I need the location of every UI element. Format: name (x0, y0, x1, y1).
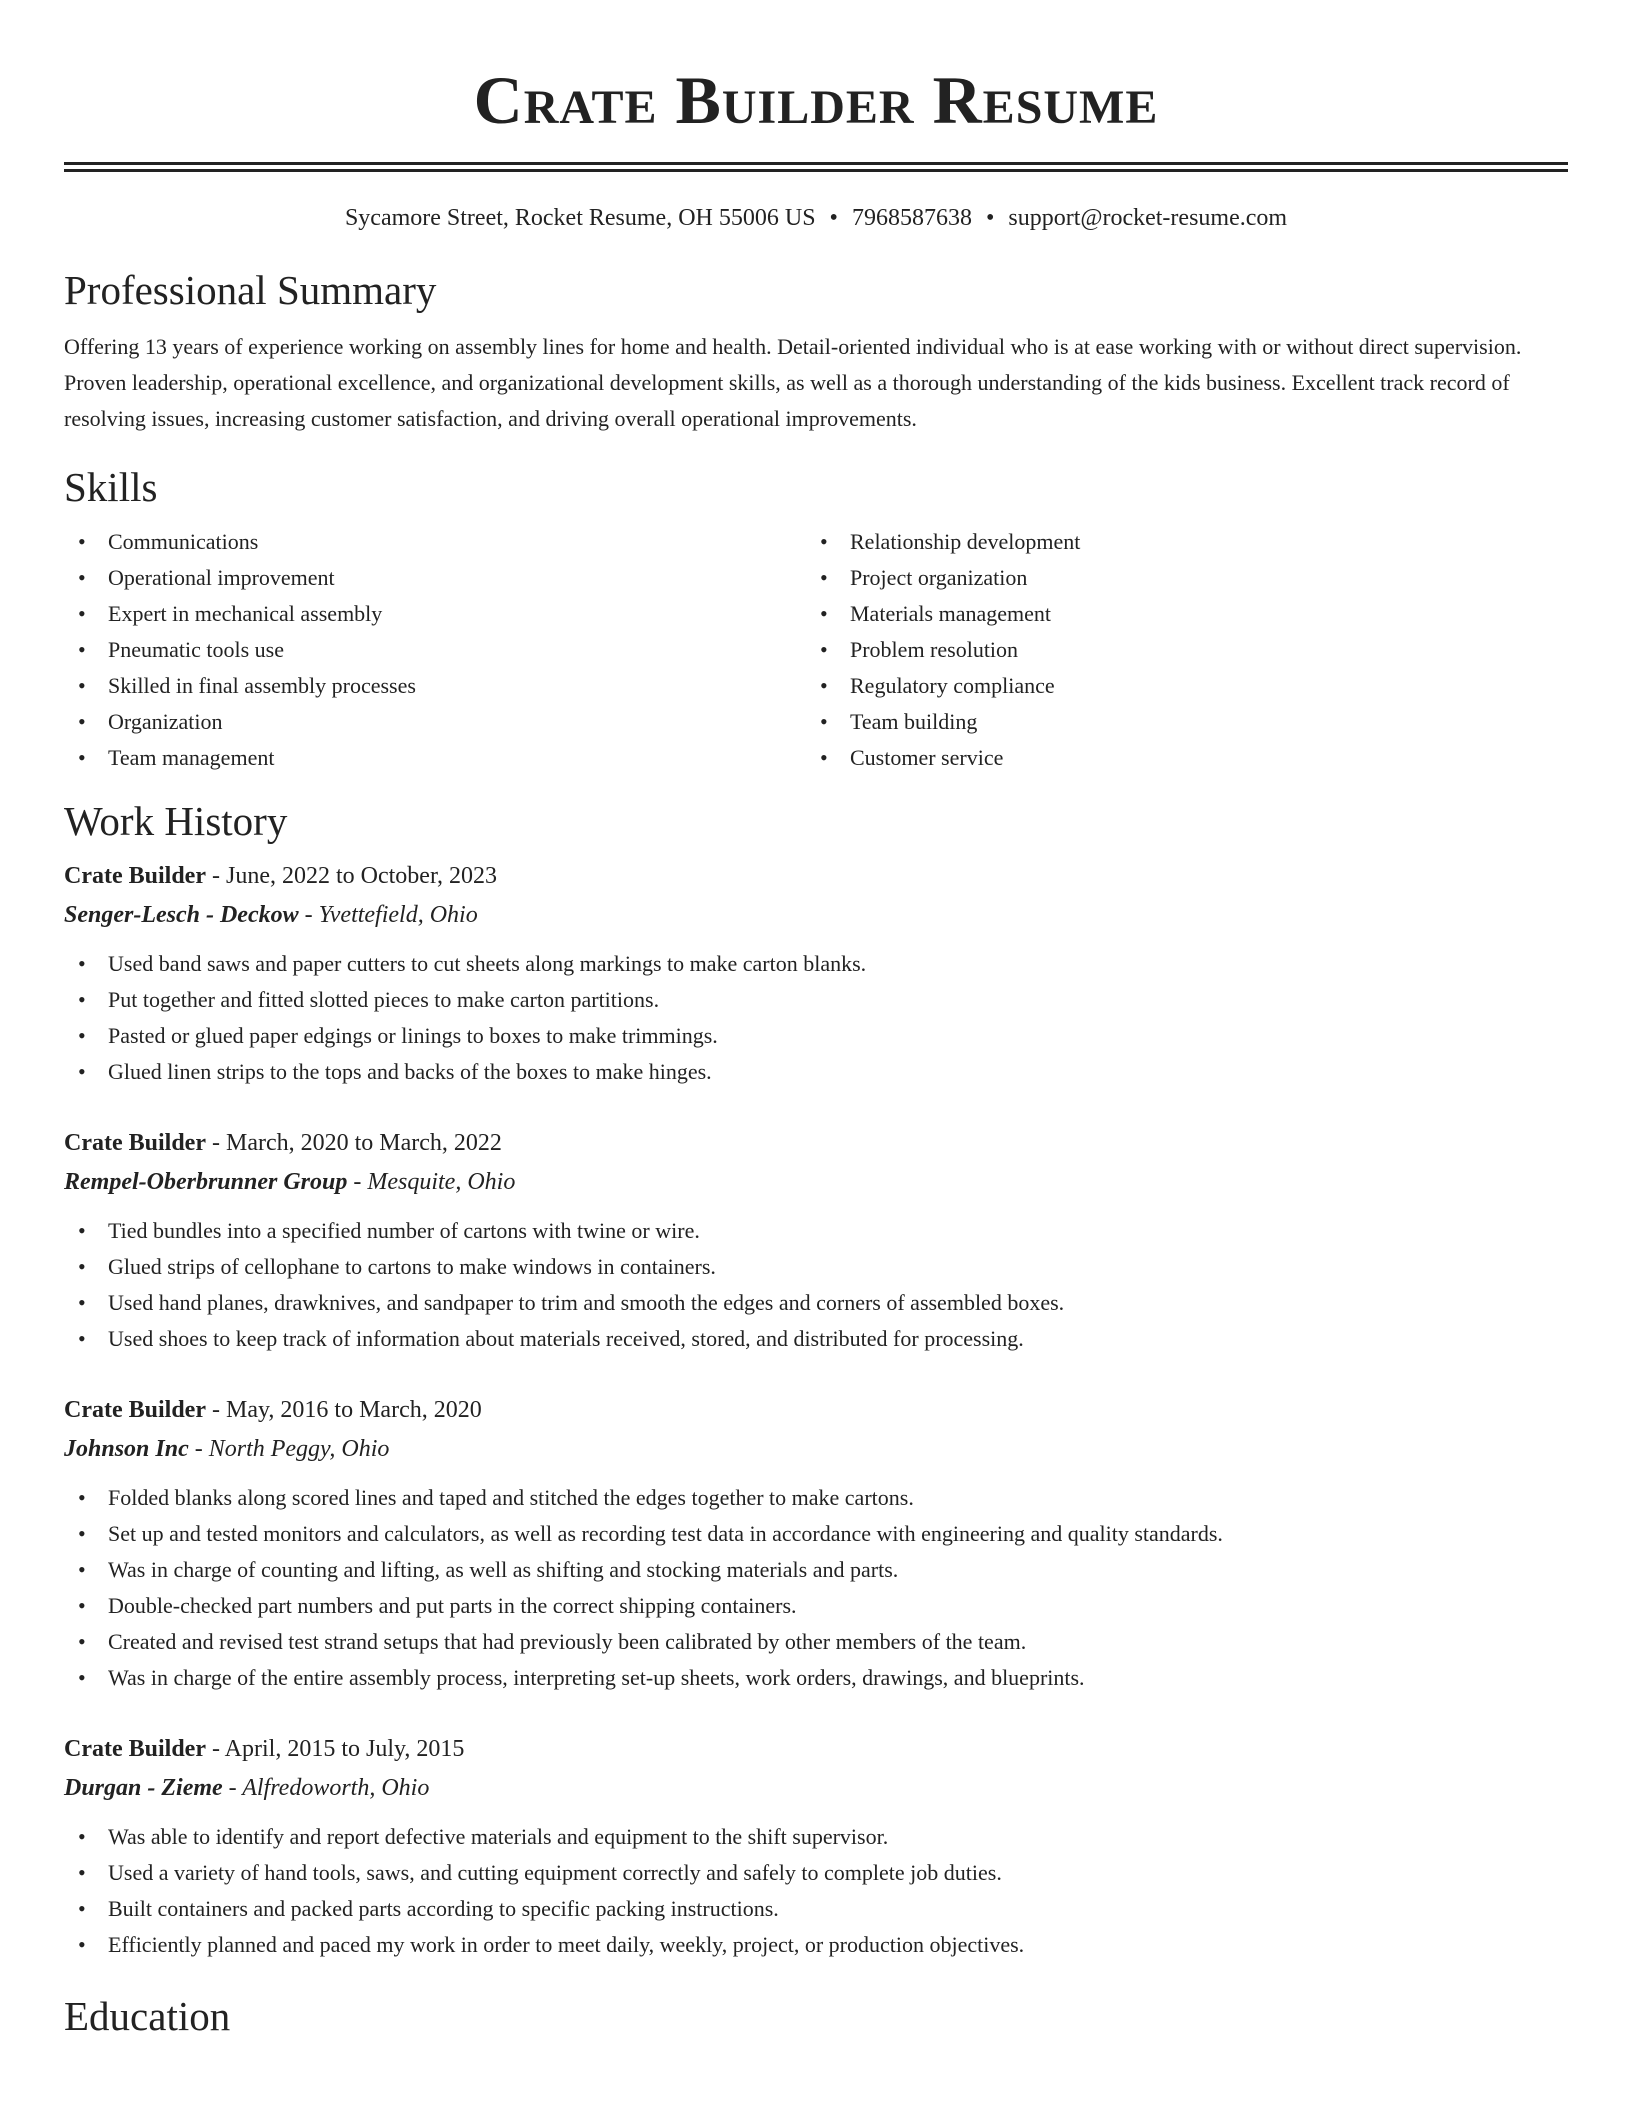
job-title-line (64, 1123, 1568, 1163)
job-title: Crate Builder (64, 1130, 206, 1156)
skill-item: • Skilled in final assembly processes (64, 668, 806, 704)
job-duty: • Was able to identify and report defective materials and equipment to the shift supervisor. (64, 1819, 1568, 1855)
job-duty: • Used hand planes, drawknives, and sandpaper to trim and smooth the edges and corners of assembled boxes. (64, 1285, 1568, 1321)
job-duty: • Used band saws and paper cutters to cut sheets along markings to make carton blanks. (64, 946, 1568, 982)
skills-heading: Skills (64, 464, 158, 510)
job-location: - Alfredoworth, Ohio (222, 1775, 430, 1801)
skills-list-right (806, 524, 1548, 776)
job-duty: • Tied bundles into a specified number of cartons with twine or wire. (64, 1213, 1568, 1249)
skill-item: • Problem resolution (806, 632, 1548, 668)
skill-item: • Regulatory compliance (806, 668, 1548, 704)
summary-text: Offering 13 years of experience working on assembly lines for home and health. Detail-oriented individual who is at ease working with or without direct supervision. Proven leadership, operational excellence, and organizational development skills, as well as a thorough understanding of the kids business. Excellent track record of resolving issues, increasing customer satisfaction, and driving overall operational improvements. (64, 334, 1522, 431)
job-dates: - June, 2022 to October, 2023 (205, 863, 497, 889)
job-title-line (64, 856, 1568, 896)
job-duties (64, 1819, 1568, 1963)
skill-item: • Customer service (806, 740, 1548, 776)
skill-item: • Team building (806, 704, 1548, 740)
title-divider (64, 162, 1568, 172)
job-company-line (64, 1769, 1568, 1807)
skill-item: • Team management (64, 740, 806, 776)
job-duty: • Folded blanks along scored lines and taped and stitched the edges together to make cartons. (64, 1480, 1568, 1516)
job-duties (64, 1213, 1568, 1357)
skills-columns (64, 524, 1568, 776)
skill-item: • Materials management (806, 596, 1548, 632)
job-location: - Yvettefield, Ohio (298, 902, 478, 928)
job-dates: - March, 2020 to March, 2022 (205, 1130, 502, 1156)
job-duty: • Used a variety of hand tools, saws, and cutting equipment correctly and safely to complete job duties. (64, 1855, 1568, 1891)
skill-item: • Project organization (806, 560, 1548, 596)
job-location: - Mesquite, Ohio (347, 1169, 516, 1195)
skill-item: • Communications (64, 524, 806, 560)
resume-page (64, 0, 1568, 2041)
job-dates: - May, 2016 to March, 2020 (205, 1397, 482, 1423)
education-heading: Education (64, 1993, 231, 2039)
job-duty: • Glued linen strips to the tops and backs of the boxes to make hinges. (64, 1054, 1568, 1090)
job-duty: • Efficiently planned and paced my work in order to meet daily, weekly, project, or production objectives. (64, 1927, 1568, 1963)
resume-title: Crate Builder Resume (473, 62, 1159, 138)
job-entry (64, 1123, 1568, 1357)
job-company-line (64, 1430, 1568, 1468)
job-entry (64, 856, 1568, 1090)
job-duty: • Built containers and packed parts according to specific packing instructions. (64, 1891, 1568, 1927)
contact-phone: 7968587638 (851, 205, 972, 231)
job-title: Crate Builder (64, 863, 206, 889)
job-duty: • Used shoes to keep track of information about materials received, stored, and distributed for processing. (64, 1321, 1568, 1357)
skill-item: • Operational improvement (64, 560, 806, 596)
job-title-line (64, 1729, 1568, 1769)
job-company: Senger-Lesch - Deckow (64, 902, 299, 928)
job-duty: • Double-checked part numbers and put parts in the correct shipping containers. (64, 1588, 1568, 1624)
job-title: Crate Builder (64, 1397, 206, 1423)
job-company: Rempel-Oberbrunner Group (64, 1169, 348, 1195)
job-dates: - April, 2015 to July, 2015 (205, 1736, 465, 1762)
job-location: - North Peggy, Ohio (188, 1436, 390, 1462)
summary-heading: Professional Summary (64, 267, 437, 313)
contact-separator: • (985, 205, 995, 231)
job-duty: • Was in charge of the entire assembly process, interpreting set-up sheets, work orders, drawings, and blueprints. (64, 1660, 1568, 1696)
contact-separator: • (829, 205, 838, 231)
skill-item: • Organization (64, 704, 806, 740)
job-duties (64, 946, 1568, 1090)
skill-item: • Pneumatic tools use (64, 632, 806, 668)
job-duties (64, 1480, 1568, 1696)
job-company-line (64, 896, 1568, 934)
contact-line (64, 202, 1568, 234)
job-duty: • Glued strips of cellophane to cartons to make windows in containers. (64, 1249, 1568, 1285)
contact-address: Sycamore Street, Rocket Resume, OH 55006 US (344, 205, 816, 231)
work-history-heading: Work History (64, 798, 288, 844)
job-company-line (64, 1163, 1568, 1201)
skills-list-left (64, 524, 806, 776)
job-duty: • Pasted or glued paper edgings or linings to boxes to make trimmings. (64, 1018, 1568, 1054)
job-duty: • Put together and fitted slotted pieces to make carton partitions. (64, 982, 1568, 1018)
job-company: Johnson Inc (64, 1436, 189, 1462)
job-duty: • Created and revised test strand setups that had previously been calibrated by other members of the team. (64, 1624, 1568, 1660)
job-company: Durgan - Zieme (64, 1775, 223, 1801)
job-title: Crate Builder (64, 1736, 206, 1762)
job-duty: • Set up and tested monitors and calculators, as well as recording test data in accordance with engineering and quality standards. (64, 1516, 1568, 1552)
skill-item: • Expert in mechanical assembly (64, 596, 806, 632)
job-title-line (64, 1390, 1568, 1430)
job-duty: • Was in charge of counting and lifting, as well as shifting and stocking materials and parts. (64, 1552, 1568, 1588)
skill-item: • Relationship development (806, 524, 1548, 560)
job-entry (64, 1729, 1568, 1963)
job-entry (64, 1390, 1568, 1696)
contact-email: support@rocket-resume.com (1008, 205, 1288, 231)
